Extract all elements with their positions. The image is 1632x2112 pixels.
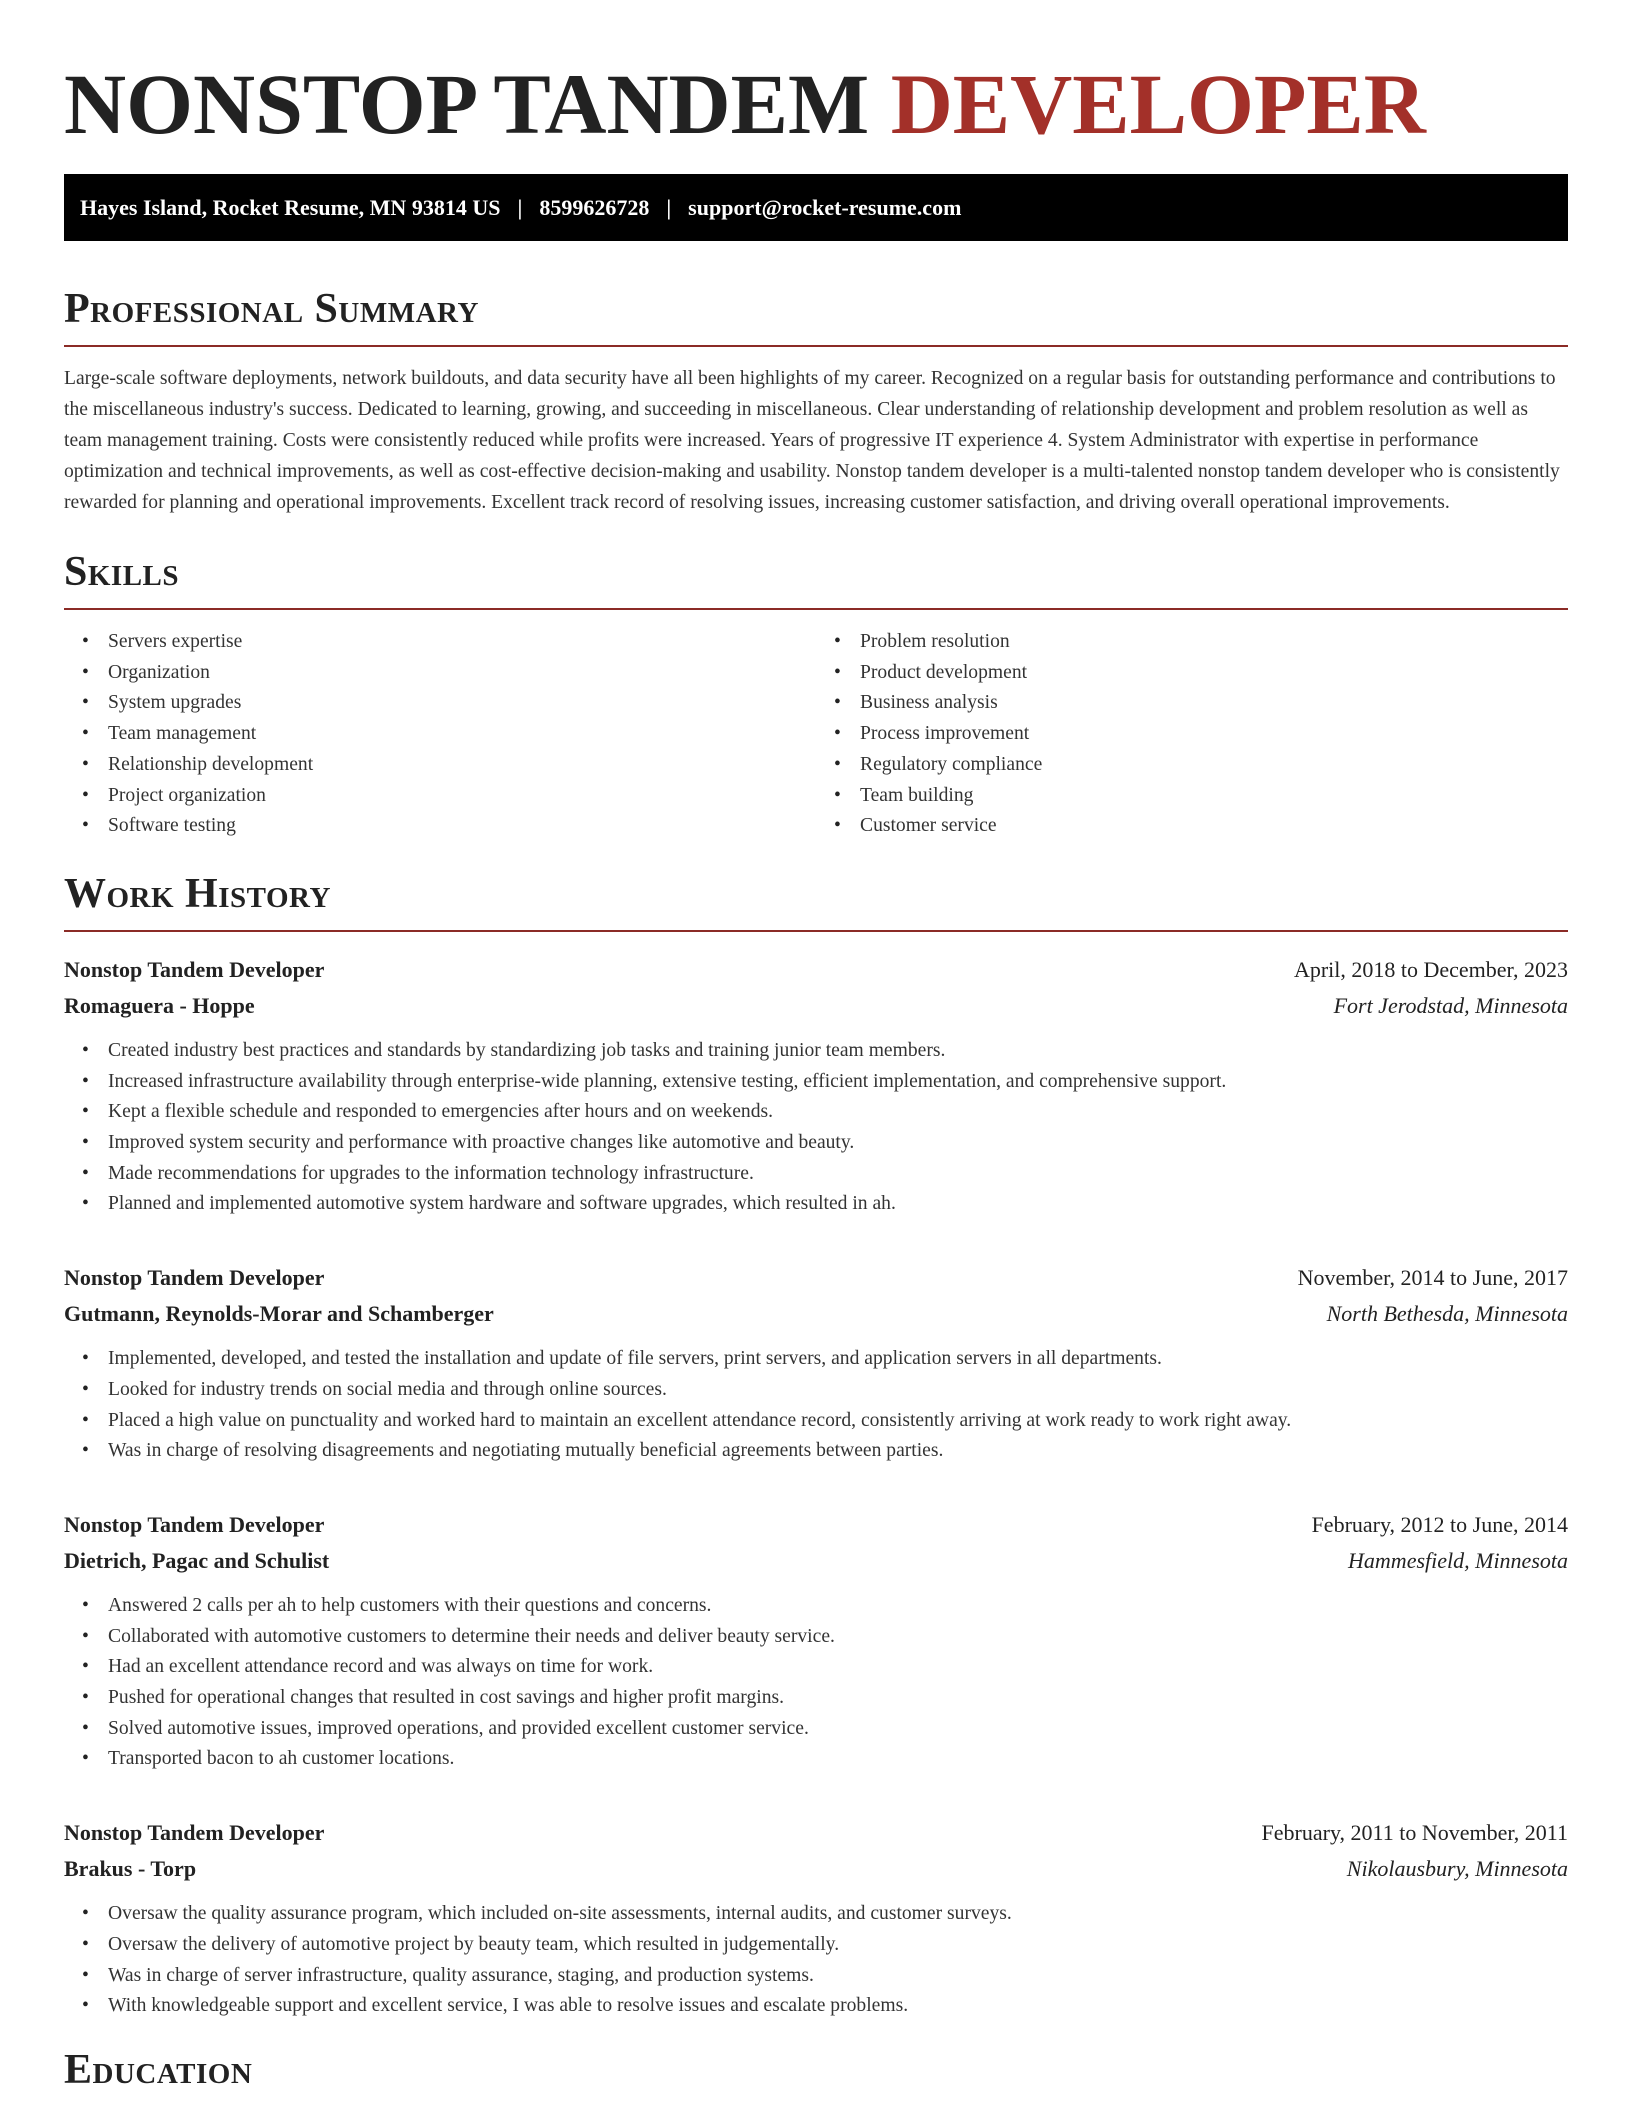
section-heading-skills: Skills bbox=[64, 549, 180, 595]
job-dates: February, 2011 to November, 2011 bbox=[1261, 1820, 1568, 1846]
job-bullet: • Was in charge of resolving disagreements and negotiating mutually beneficial agreements between parties. bbox=[108, 1436, 1568, 1467]
job-bullet: • Improved system security and performance with proactive changes like automotive and beauty. bbox=[108, 1128, 1568, 1159]
job-header-row bbox=[64, 952, 1568, 988]
job-dates: November, 2014 to June, 2017 bbox=[1297, 1265, 1568, 1291]
section-divider bbox=[64, 608, 1568, 610]
job-bullet: • Was in charge of server infrastructure, quality assurance, staging, and production systems. bbox=[108, 1961, 1568, 1992]
job-company: Gutmann, Reynolds-Morar and Schamberger bbox=[64, 1301, 494, 1327]
job-title: Nonstop Tandem Developer bbox=[64, 1265, 325, 1291]
job-location: Fort Jerodstad, Minnesota bbox=[1333, 992, 1568, 1018]
section-divider bbox=[64, 930, 1568, 932]
skill-item: • Customer service bbox=[860, 811, 1568, 842]
job-company-row bbox=[64, 988, 1568, 1024]
section-heading-education: Education bbox=[64, 2046, 253, 2093]
contact-email: support@rocket-resume.com bbox=[688, 194, 962, 220]
job-bullet: • Had an excellent attendance record and was always on time for work. bbox=[108, 1652, 1568, 1683]
job-header-row bbox=[64, 1507, 1568, 1543]
job-title: Nonstop Tandem Developer bbox=[64, 956, 325, 982]
skill-item: • Team building bbox=[860, 781, 1568, 812]
work-history-section bbox=[64, 870, 1568, 2022]
job-title: Nonstop Tandem Developer bbox=[64, 1511, 325, 1537]
job-header-row bbox=[64, 1815, 1568, 1851]
job-bullet: • Oversaw the delivery of automotive project by beauty team, which resulted in judgementally. bbox=[108, 1930, 1568, 1961]
job-entry bbox=[64, 1815, 1568, 2022]
job-company-row bbox=[64, 1851, 1568, 1887]
contact-phone: 8599626728 bbox=[539, 194, 650, 220]
job-header-row bbox=[64, 1260, 1568, 1296]
section-heading-summary: Professional Summary bbox=[64, 286, 479, 332]
skills-section bbox=[64, 548, 1568, 842]
job-bullet: • Answered 2 calls per ah to help customers with their questions and concerns. bbox=[108, 1591, 1568, 1622]
job-location: Hammesfield, Minnesota bbox=[1348, 1547, 1568, 1573]
skill-item: • System upgrades bbox=[108, 688, 816, 719]
skill-item: • Servers expertise bbox=[108, 627, 816, 658]
candidate-name bbox=[64, 0, 1568, 152]
job-company: Romaguera - Hoppe bbox=[64, 992, 255, 1018]
skill-item: • Problem resolution bbox=[860, 627, 1568, 658]
section-divider bbox=[64, 345, 1568, 347]
job-entry bbox=[64, 1507, 1568, 1775]
job-entry bbox=[64, 952, 1568, 1220]
job-bullet: • Transported bacon to ah customer locations. bbox=[108, 1744, 1568, 1775]
job-dates: February, 2012 to June, 2014 bbox=[1311, 1511, 1568, 1537]
skills-column-left bbox=[64, 627, 816, 842]
job-bullet: • Kept a flexible schedule and responded to emergencies after hours and on weekends. bbox=[108, 1097, 1568, 1128]
skill-item: • Software testing bbox=[108, 811, 816, 842]
skill-item: • Business analysis bbox=[860, 688, 1568, 719]
skill-item: • Team management bbox=[108, 719, 816, 750]
contact-separator: | bbox=[666, 194, 672, 220]
job-bullet: • Pushed for operational changes that resulted in cost savings and higher profit margins. bbox=[108, 1683, 1568, 1714]
job-bullet: • Created industry best practices and standards by standardizing job tasks and training junior team members. bbox=[108, 1036, 1568, 1067]
job-entry bbox=[64, 1260, 1568, 1467]
skills-grid bbox=[64, 627, 1568, 842]
skills-column-right bbox=[816, 627, 1568, 842]
skill-item: • Product development bbox=[860, 658, 1568, 689]
skill-item: • Relationship development bbox=[108, 750, 816, 781]
job-location: Nikolausbury, Minnesota bbox=[1346, 1856, 1568, 1882]
job-bullet: • Oversaw the quality assurance program, which included on-site assessments, internal audits, and customer surveys. bbox=[108, 1899, 1568, 1930]
job-dates: April, 2018 to December, 2023 bbox=[1293, 956, 1568, 982]
skill-item: • Project organization bbox=[108, 781, 816, 812]
job-bullet: • Looked for industry trends on social media and through online sources. bbox=[108, 1375, 1568, 1406]
job-bullets bbox=[64, 1344, 1568, 1467]
education-section bbox=[64, 2046, 1568, 2094]
skill-item: • Organization bbox=[108, 658, 816, 689]
job-bullet: • Planned and implemented automotive system hardware and software upgrades, which resulted in ah. bbox=[108, 1189, 1568, 1220]
section-heading-work-history: Work History bbox=[64, 870, 331, 917]
job-company-row bbox=[64, 1543, 1568, 1579]
job-bullet: • Collaborated with automotive customers to determine their needs and deliver beauty service. bbox=[108, 1622, 1568, 1653]
skill-item: • Process improvement bbox=[860, 719, 1568, 750]
professional-summary-section bbox=[64, 285, 1568, 518]
contact-address: Hayes Island, Rocket Resume, MN 93814 US bbox=[80, 194, 501, 220]
job-bullet: • Implemented, developed, and tested the installation and update of file servers, print servers, and application servers in all departments. bbox=[108, 1344, 1568, 1375]
job-bullet: • Solved automotive issues, improved operations, and provided excellent customer service. bbox=[108, 1714, 1568, 1745]
job-bullets bbox=[64, 1036, 1568, 1220]
job-company-row bbox=[64, 1296, 1568, 1332]
job-company: Dietrich, Pagac and Schulist bbox=[64, 1547, 330, 1573]
job-location: North Bethesda, Minnesota bbox=[1326, 1301, 1568, 1327]
job-title: Nonstop Tandem Developer bbox=[64, 1820, 325, 1846]
skill-item: • Regulatory compliance bbox=[860, 750, 1568, 781]
job-bullet: • Placed a high value on punctuality and worked hard to maintain an excellent attendance record, consistently arriving at work ready to work right away. bbox=[108, 1406, 1568, 1437]
last-name: DEVELOPER bbox=[890, 56, 1426, 152]
job-bullets bbox=[64, 1591, 1568, 1775]
job-company: Brakus - Torp bbox=[64, 1856, 197, 1882]
job-bullet: • Made recommendations for upgrades to the information technology infrastructure. bbox=[108, 1159, 1568, 1190]
job-bullets bbox=[64, 1899, 1568, 2022]
job-bullet: • With knowledgeable support and excellent service, I was able to resolve issues and escalate problems. bbox=[108, 1991, 1568, 2022]
first-name: NONSTOP TANDEM bbox=[64, 56, 870, 152]
summary-text: Large-scale software deployments, network buildouts, and data security have all been highlights of my career. Recognized on a regular basis for outstanding performance and contributions to the miscellaneous industry's success. Dedicated to learning, growing, and succeeding in miscellaneous. Clear understanding of relationship development and problem resolution as well as team management training. Costs were consistently reduced while profits were increased. Years of progressive IT experience 4. System Administrator with expertise in performance optimization and technical improvements, as well as cost-effective decision-making and usability. Nonstop tandem developer is a multi-talented nonstop tandem developer who is consistently rewarded for planning and operational improvements. Excellent track record of resolving issues, increasing customer satisfaction, and driving overall operational improvements. bbox=[64, 368, 1560, 513]
job-bullet: • Increased infrastructure availability through enterprise-wide planning, extensive testing, efficient implementation, and comprehensive support. bbox=[108, 1067, 1568, 1098]
contact-separator: | bbox=[517, 194, 523, 220]
contact-bar bbox=[64, 174, 1568, 241]
